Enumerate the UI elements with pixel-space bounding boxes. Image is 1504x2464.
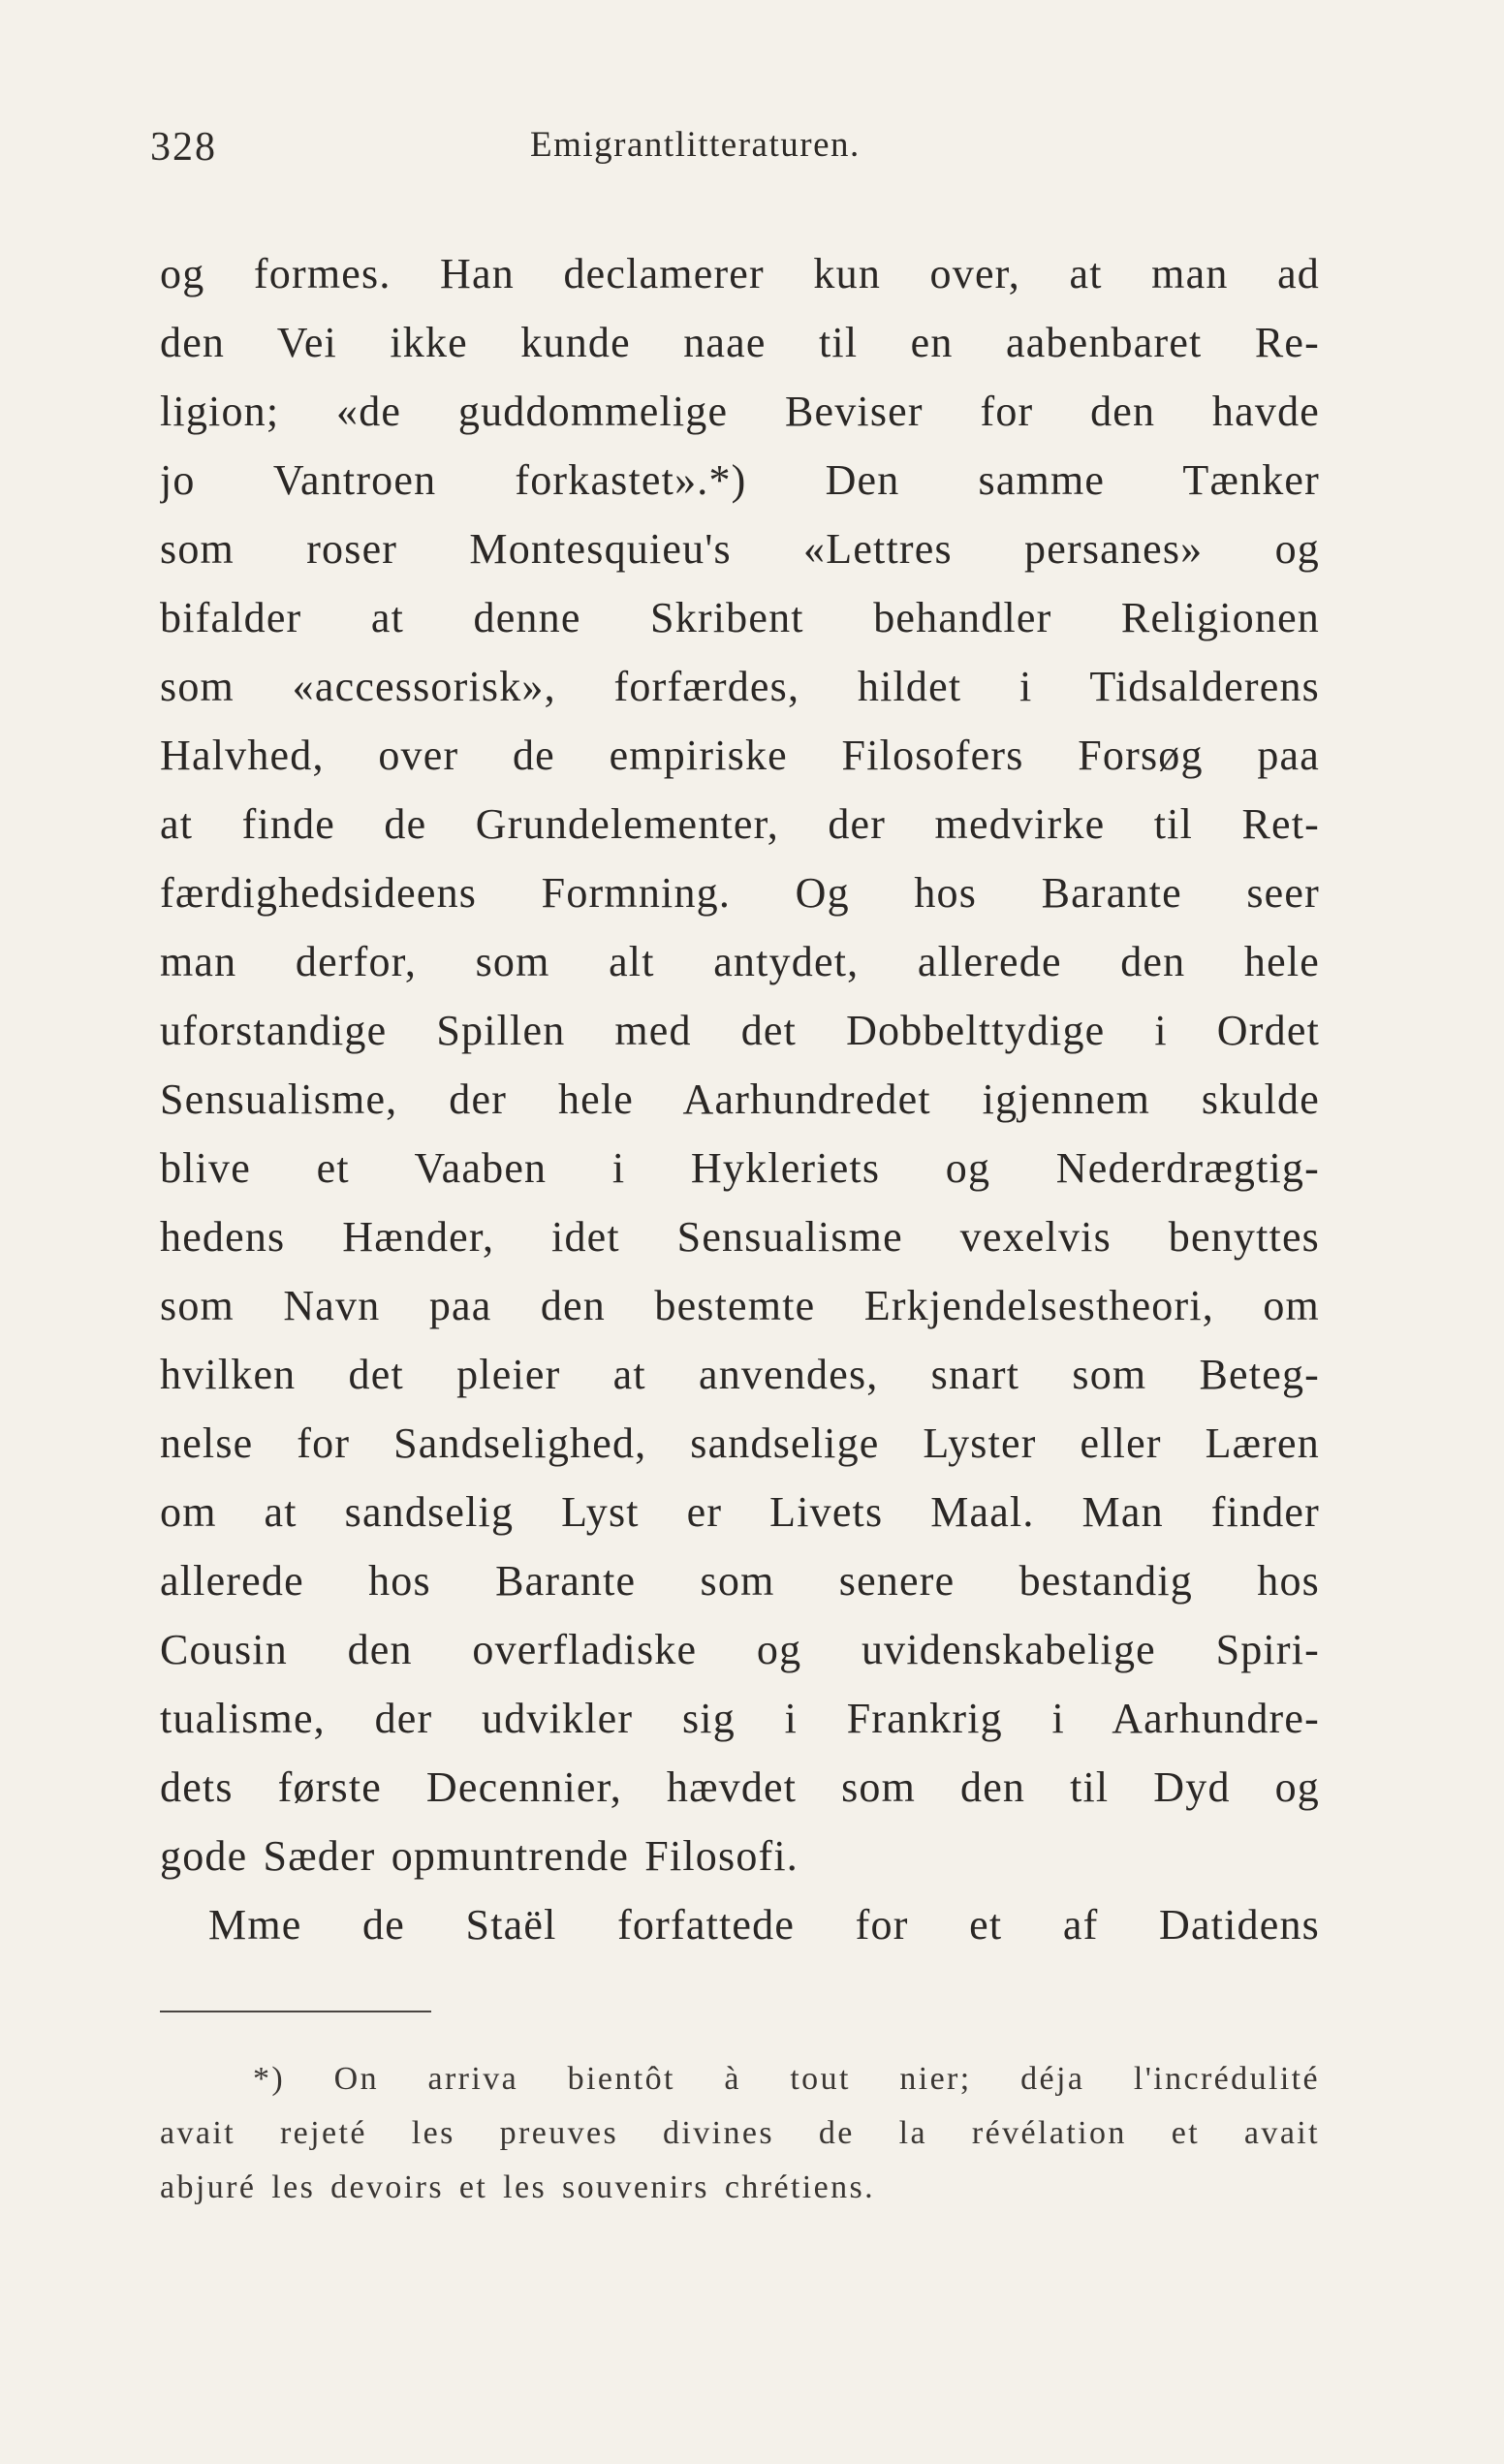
body-line: hedens Hænder, idet Sensualisme vexelvis benyttes [160,1213,1320,1261]
body-line-paragraph-end: gode Sæder opmuntrende Filosofi. [160,1832,799,1880]
running-title: Emigrantlitteraturen. [530,125,861,165]
body-line: man derfor, som alt antydet, allerede den hele [160,938,1320,985]
body-line: uforstandige Spillen med det Dobbelttydige i Ordet [160,1007,1320,1054]
footnote-line: abjuré les devoirs et les souvenirs chrétiens. [160,2169,876,2205]
body-line: som «accessorisk», forfærdes, hildet i Tidsalderens [160,663,1320,710]
body-line: at finde de Grundelementer, der medvirke til Ret- [160,800,1320,848]
body-line: bifalder at denne Skribent behandler Religionen [160,594,1320,641]
footnote [160,2052,1320,2215]
body-line: som roser Montesquieu's «Lettres persanes» og [160,525,1320,573]
body-line: blive et Vaaben i Hykleriets og Nederdrægtig- [160,1144,1320,1192]
footnote-line: avait rejeté les preuves divines de la révélation et avait [160,2115,1320,2151]
body-line: Cousin den overfladiske og uvidenskabelige Spiri- [160,1626,1320,1673]
page-header [150,124,1332,182]
body-line: som Navn paa den bestemte Erkjendelsestheori, om [160,1282,1320,1329]
footnote-line: *) On arriva bientôt à tout nier; déja l'incrédulité [253,2061,1320,2097]
body-line: den Vei ikke kunde naae til en aabenbaret Re- [160,319,1320,366]
body-line-paragraph-start: Mme de Staël forfattede for et af Datidens [208,1901,1320,1949]
footnote-divider [160,2011,431,2012]
body-line: Sensualisme, der hele Aarhundredet igjennem skulde [160,1076,1320,1123]
body-line: ligion; «de guddommelige Beviser for den havde [160,388,1320,435]
body-line: jo Vantroen forkastet».*) Den samme Tænker [160,456,1320,504]
body-line: færdighedsideens Formning. Og hos Barante seer [160,869,1320,917]
body-line: om at sandselig Lyst er Livets Maal. Man finder [160,1488,1320,1536]
body-line: nelse for Sandselighed, sandselige Lyster eller Læren [160,1419,1320,1467]
body-line: og formes. Han declamerer kun over, at man ad [160,250,1320,297]
body-line: allerede hos Barante som senere bestandig hos [160,1557,1320,1605]
body-line: tualisme, der udvikler sig i Frankrig i Aarhundre- [160,1695,1320,1742]
body-line: hvilken det pleier at anvendes, snart som Beteg- [160,1351,1320,1398]
body-line: Halvhed, over de empiriske Filosofers Forsøg paa [160,732,1320,779]
page-number: 328 [150,125,217,170]
body-line: dets første Decennier, hævdet som den til Dyd og [160,1763,1320,1811]
body-text [160,239,1320,1959]
